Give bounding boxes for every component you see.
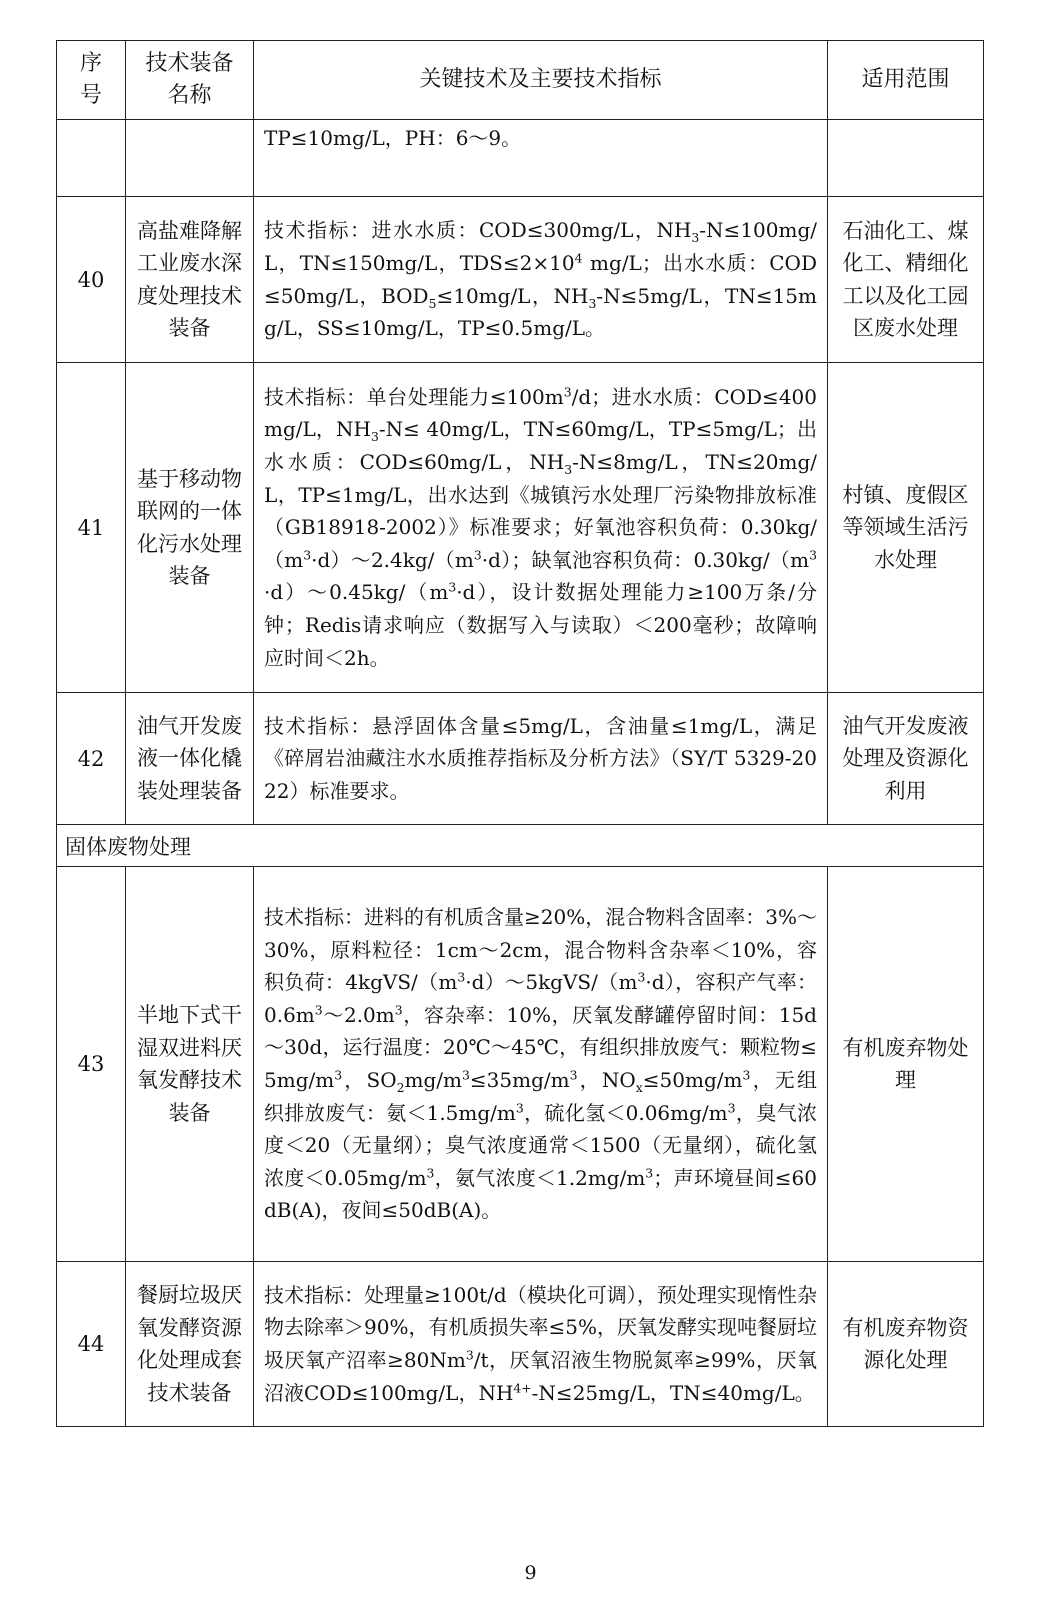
table-row-42 bbox=[57, 693, 984, 825]
cell-name bbox=[126, 120, 254, 197]
cell-tech: TP≤10mg/L，PH：6～9。 bbox=[254, 120, 828, 197]
cell-no: 44 bbox=[57, 1262, 126, 1427]
table-row-41 bbox=[57, 363, 984, 693]
cell-scope: 有机废弃物资源化处理 bbox=[828, 1262, 984, 1427]
cell-no: 41 bbox=[57, 363, 126, 693]
cell-scope bbox=[828, 120, 984, 197]
table-header-row bbox=[57, 41, 984, 120]
cell-tech: 技术指标：单台处理能力$\le 100m^3/d$；进水水质：COD≤400mg/L，$NH_3-N\le 40mg/L$，TN≤60mg/L，TP≤5mg/L；出水水质：COD≤60mg/L，$NH_3-N\le 8mg/L$，TN≤20mg/L，TP≤1mg/L，出水达到《城镇污水处理厂污染物排放标准（GB18918-2002）》标准要求；好氧池容积负荷：$0.30kg/(m^3\cdot d)\sim 2.4kg/(m^3\cdot d)$；缺氧池容积负荷：$0.30kg/(m^3\cdot d)\sim 0.45kg/(m^3\cdot d)$，设计数据处理能力≥100万条/分钟；Redis请求响应（数据写入与读取）＜200毫秒；故障响应时间＜2h。 bbox=[254, 363, 828, 693]
technology-table bbox=[56, 40, 984, 1427]
cell-no: 42 bbox=[57, 693, 126, 825]
cell-name: 餐厨垃圾厌氧发酵资源化处理成套技术装备 bbox=[126, 1262, 254, 1427]
cell-scope: 石油化工、煤化工、精细化工以及化工园区废水处理 bbox=[828, 197, 984, 363]
section-title: 固体废物处理 bbox=[57, 825, 984, 867]
header-tech: 关键技术及主要技术指标 bbox=[254, 41, 828, 120]
section-row bbox=[57, 825, 984, 867]
header-scope: 适用范围 bbox=[828, 41, 984, 120]
page-number: 9 bbox=[524, 1562, 537, 1584]
cell-scope: 村镇、度假区等领域生活污水处理 bbox=[828, 363, 984, 693]
cell-name: 基于移动物联网的一体化污水处理装备 bbox=[126, 363, 254, 693]
cell-tech: 技术指标：进水水质：COD≤300mg/L，$NH_3-N\le 100mg/L$，TN≤150mg/L，$TDS\le 2\times 10^4$ mg/L；出水水质：COD≤50mg/L，$BOD_5\le 10mg/L$，$NH_3-N\le 5mg/L$，TN≤15mg/L，SS≤10mg/L，TP≤0.5mg/L。 bbox=[254, 197, 828, 363]
header-name: 技术装备名称 bbox=[126, 41, 254, 120]
cell-tech: 技术指标：进料的有机质含量≥20%，混合物料含固率：3%～30%，原料粒径：1cm～2cm，混合物料含杂率＜10%，容积负荷：$4kgVS/(m^3\cdot d)\sim 5kgVS/(m^3\cdot d)$，容积产气率：$0.6m^3\sim 2.0m^3$，容杂率：10%，厌氧发酵罐停留时间：15d～30d，运行温度：20℃～45℃，有组织排放废气：颗粒物$\le 5mg/m^3$，$SO_2mg/m^3\le 35mg/m^3$，$NO_x\le 50mg/m^3$，无组织排放废气：氨$<1.5mg/m^3$，硫化氢$<0.06mg/m^3$，臭气浓度＜20（无量纲）；臭气浓度通常＜1500（无量纲），硫化氢浓度$<0.05mg/m^3$，氨气浓度$<1.2mg/m^3$；声环境昼间≤60dB(A)，夜间≤50dB(A)。 bbox=[254, 867, 828, 1262]
cell-scope: 油气开发废液处理及资源化利用 bbox=[828, 693, 984, 825]
table-row-44 bbox=[57, 1262, 984, 1427]
cell-no bbox=[57, 120, 126, 197]
table-row-43 bbox=[57, 867, 984, 1262]
table-row-40 bbox=[57, 197, 984, 363]
cell-scope: 有机废弃物处理 bbox=[828, 867, 984, 1262]
cell-tech: 技术指标：悬浮固体含量≤5mg/L，含油量≤1mg/L，满足《碎屑岩油藏注水水质推荐指标及分析方法》（SY/T 5329-2022）标准要求。 bbox=[254, 693, 828, 825]
header-no: 序号 bbox=[57, 41, 126, 120]
cell-name: 半地下式干湿双进料厌氧发酵技术装备 bbox=[126, 867, 254, 1262]
cell-name: 油气开发废液一体化橇装处理装备 bbox=[126, 693, 254, 825]
cell-no: 43 bbox=[57, 867, 126, 1262]
cell-name: 高盐难降解工业废水深度处理技术装备 bbox=[126, 197, 254, 363]
cell-tech: 技术指标：处理量≥100t/d（模块化可调），预处理实现惰性杂物去除率＞90%，有机质损失率≤5%，厌氧发酵实现吨餐厨垃圾厌氧产沼率$\ge 80Nm^3/t$，厌氧沼液生物脱氮率≥99%，厌氧沼液COD≤100mg/L，$NH^{4+}-N\le 25mg/L$，TN≤40mg/L。 bbox=[254, 1262, 828, 1427]
cell-no: 40 bbox=[57, 197, 126, 363]
table-row-continuation bbox=[57, 120, 984, 197]
